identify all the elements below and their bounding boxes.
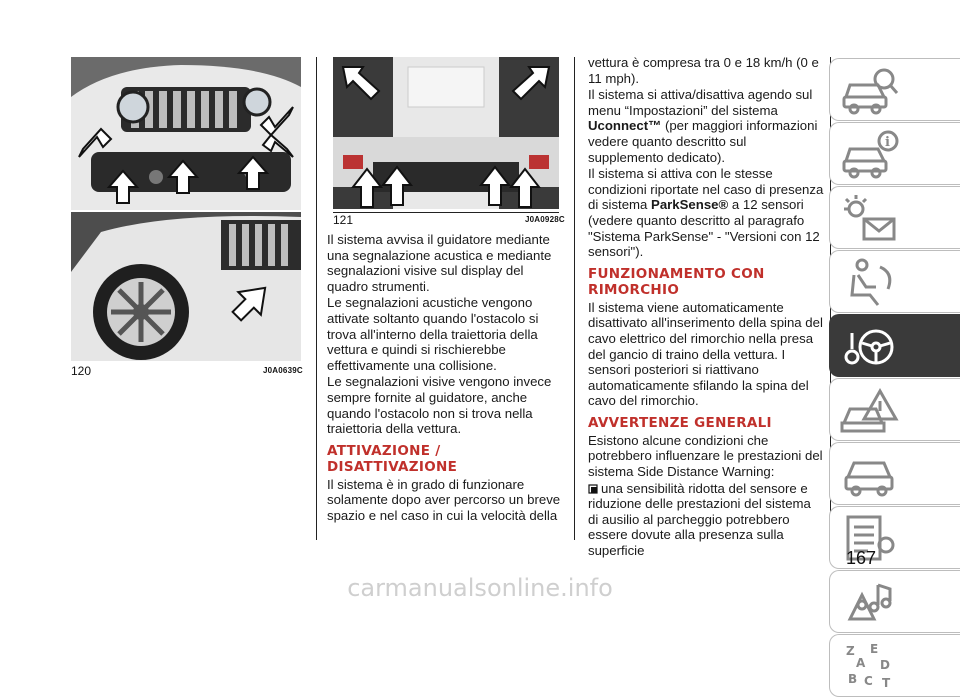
svg-text:C: C — [864, 674, 873, 688]
tab-emergency[interactable] — [829, 378, 960, 441]
figure-120-side-sensor — [71, 212, 301, 361]
car-info-icon — [840, 127, 900, 181]
airbag-seat-icon — [840, 255, 900, 309]
square-bullet-icon — [588, 484, 598, 494]
figure-120-number: 120 — [71, 364, 92, 378]
paragraph-uconnect: Il sistema si attiva/disattiva agendo sul menu “Impostazioni” del sistema Uconnect™ (per maggiori informazioni vedere quanto descritto sul supplemento dedicato). — [588, 87, 818, 165]
column-3-text — [588, 55, 824, 560]
figure-121-rule — [333, 212, 559, 213]
figure-120-front-sensors — [71, 57, 301, 210]
tab-airbag-seat[interactable] — [829, 250, 960, 313]
svg-text:B: B — [848, 672, 858, 686]
column-2-text — [327, 232, 562, 525]
tab-car-info[interactable] — [829, 122, 960, 185]
car-magnifier-icon — [840, 63, 900, 117]
uconnect-label: Uconnect™ — [588, 118, 662, 134]
tab-warning-lights[interactable] — [829, 186, 960, 249]
svg-text:Z: Z — [846, 644, 855, 658]
svg-text:i: i — [885, 135, 890, 150]
paragraph-sensitivity: una sensibilità ridotta del sensore e riduzione delle prestazioni del sistema di ausilio al parcheggio potrebbero essere dovute alla presenza sulla superficie — [588, 480, 811, 559]
svg-text:E: E — [870, 642, 879, 656]
paragraph-acoustic-alerts: Le segnalazioni acustiche vengono attivate soltanto quando l'ostacolo si trova all'interno della traiettoria della vettura e quindi si rischierebbe effettivamente una collisione. — [327, 295, 539, 373]
heading-activation: ATTIVAZIONE / DISATTIVAZIONE — [327, 442, 458, 475]
heading-general-warnings: AVVERTENZE GENERALI — [588, 414, 772, 431]
paragraph-alerts: Il sistema avvisa il guidatore mediante una segnalazione acustica e mediante segnalazioni visive sul display del quadro strumenti. — [327, 232, 552, 294]
paragraph-trailer: Il sistema viene automaticamente disattivato all'inserimento della spina del cavo elettrico del rimorchio nella presa del gancio di traino della vettura. I sensori posteriori si riattivano automaticamente sfilando la spina del cavo del rimorchio. — [588, 299, 823, 409]
car-service-icon — [840, 447, 900, 501]
heading-trailer: FUNZIONAMENTO CON RIMORCHIO — [588, 265, 765, 298]
figure-120-code: J0A0639C — [263, 366, 303, 375]
tab-driving-operation[interactable] — [829, 314, 960, 377]
warning-lights-icon — [840, 191, 900, 245]
paragraph-conditions: Esistono alcune condizioni che potrebbero influenzare le prestazioni del sistema Side Distance Warning: — [588, 432, 823, 480]
parksense-label: ParkSense® — [651, 197, 729, 213]
svg-text:T: T — [882, 676, 891, 690]
paragraph-visual-alerts: Le segnalazioni visive vengono invece sempre fornite al guidatore, anche quando l'ostacolo non si trova nella traiettoria della vettura. — [327, 374, 552, 437]
paragraph-speed: vettura è compresa tra 0 e 18 km/h (0 e 11 mph). — [588, 55, 819, 86]
column-divider-2 — [574, 57, 575, 540]
tab-car-magnifier[interactable] — [829, 58, 960, 121]
watermark: carmanualsonline.info — [347, 574, 613, 602]
svg-text:A: A — [856, 656, 866, 670]
emergency-triangle-icon — [840, 383, 900, 437]
index-letters-icon — [840, 639, 900, 693]
paragraph-activation: Il sistema è in grado di funzionare solamente dopo aver percorso un breve spazio e nel caso in cui la velocità della — [327, 476, 561, 523]
figure-121-rear-sensors — [333, 57, 559, 209]
svg-text:D: D — [880, 658, 890, 672]
page-number: 167 — [846, 548, 877, 568]
tab-index[interactable] — [829, 634, 960, 697]
paragraph-parksense: Il sistema si attiva con le stesse condizioni riportate nel caso di presenza di sistema ParkSense® a 12 sensori (vedere quanto descritto al paragrafo "Sistema ParkSense" - "Versioni con 12 sensori"). — [588, 166, 824, 260]
figure-121-code: J0A0928C — [525, 215, 565, 224]
column-divider-1 — [316, 57, 317, 540]
figure-121-number: 121 — [333, 213, 354, 227]
tab-car-service[interactable] — [829, 442, 960, 505]
key-steering-wheel-icon — [840, 319, 900, 373]
